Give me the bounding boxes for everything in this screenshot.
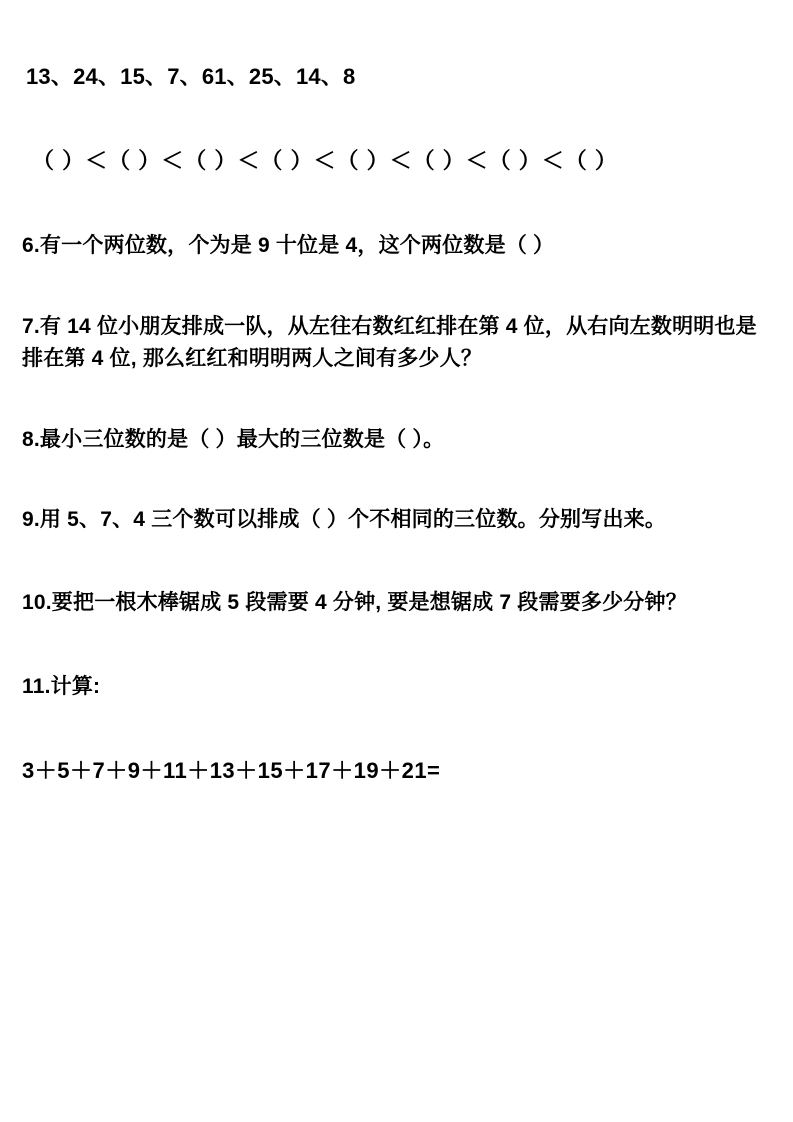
question-8: 8.最小三位数的是（ ）最大的三位数是（ ）。 xyxy=(22,427,445,451)
question-6: 6.有一个两位数，个为是 9 十位是 4，这个两位数是（ ） xyxy=(22,234,555,258)
question-10: 10.要把一根木棒锯成 5 段需要 4 分钟, 要是想锯成 7 段需要多少分钟？ xyxy=(22,590,687,614)
number-list: 13、24、15、7、61、25、14、8 xyxy=(26,64,356,89)
question-11: 11.计算: xyxy=(22,675,101,699)
question-9: 9.用 5、7、4 三个数可以排成（ ）个不相同的三位数。分别写出来。 xyxy=(22,508,667,532)
compare-blanks: （ ）＜（ ）＜（ ）＜（ ）＜（ ）＜（ ）＜（ ）＜（ ） xyxy=(32,148,618,174)
question-7: 7.有 14 位小朋友排成一队，从左往右数红红排在第 4 位，从右向左数明明也是排在第 4 位, 那么红红和明明两人之间有多少人？ xyxy=(22,314,757,371)
question-11-expression: 3＋5＋7＋9＋11＋13＋15＋17＋19＋21= xyxy=(22,758,441,784)
